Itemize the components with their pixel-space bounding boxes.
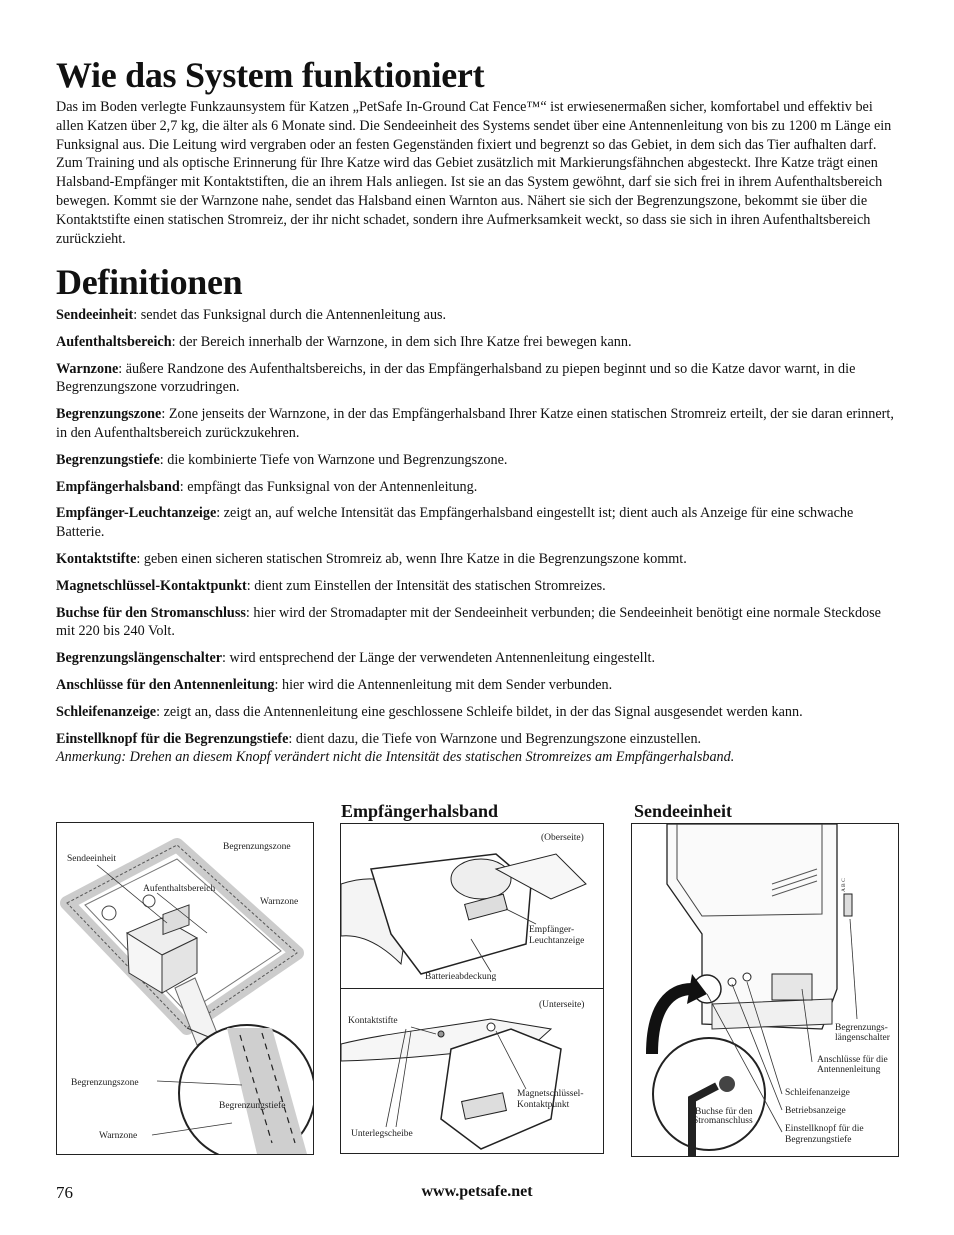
definition-item <box>56 478 898 497</box>
collar-label-battery: Batterieabdeckung <box>425 972 497 982</box>
yard-label-warnzone-bottom: Warnzone <box>99 1131 138 1141</box>
definition-item <box>56 577 898 596</box>
definition-item <box>56 504 898 542</box>
definition-text: : zeigt an, auf welche Intensität das Empfängerhalsband eingestellt ist; dient auch als Anzeige für eine schwache Batterie. <box>56 505 854 541</box>
definition-term: Buchse für den Stromanschluss <box>56 604 246 621</box>
definition-term: Empfängerhalsband <box>56 478 180 495</box>
transmitter-label-wire-2: Antennenleitung <box>817 1065 881 1075</box>
collar-label-magnet-2: Kontaktpunkt <box>517 1100 570 1110</box>
definition-term: Sendeeinheit <box>56 307 134 323</box>
yard-illustration <box>57 823 313 1154</box>
definition-term: Empfänger-Leuchtanzeige <box>56 505 217 522</box>
definition-text: : wird entsprechend der Länge der verwendeten Antennenleitung eingestellt. <box>222 650 656 667</box>
definition-item <box>56 730 898 768</box>
collar-label-magnet-1: Magnetschlüssel- <box>517 1089 584 1099</box>
collar-top-illustration <box>341 824 603 988</box>
definition-item <box>56 676 898 695</box>
collar-bottom-illustration <box>341 989 603 1153</box>
definition-text: : die kombinierte Tiefe von Warnzone und Begrenzungszone. <box>159 451 508 468</box>
transmitter-label-power-light: Betriebsanzeige <box>785 1106 846 1116</box>
transmitter-illustration <box>632 824 898 1156</box>
yard-label-begrenzungszone-bottom: Begrenzungszone <box>71 1078 139 1088</box>
definition-term: Schleifenanzeige <box>56 703 157 720</box>
yard-label-sendeeinheit: Sendeeinheit <box>67 854 117 864</box>
heading-system: Wie das System funktioniert <box>56 55 485 95</box>
heading-definitions: Definitionen <box>56 262 243 302</box>
yard-label-aufenthaltsbereich: Aufenthaltsbereich <box>143 884 216 894</box>
transmitter-label-power-1: Buchse für den <box>695 1107 753 1117</box>
transmitter-label-switch-2: längenschalter <box>835 1033 890 1043</box>
transmitter-diagram <box>631 823 899 1157</box>
yard-label-warnzone-top: Warnzone <box>260 897 299 907</box>
definition-text: : empfängt das Funksignal von der Antennenleitung. <box>179 478 478 495</box>
definition-item <box>56 604 898 642</box>
transmitter-switch-letters: A B C <box>841 878 847 892</box>
definition-term: Begrenzungstiefe <box>56 451 160 468</box>
definition-text: : sendet das Funksignal durch die Antennenleitung aus. <box>133 307 447 323</box>
definition-text: : äußere Randzone des Aufenthaltsbereichs, in der das Empfängerhalsband zu piepen beginnt und so die Katze davor warnt, in die Begrenzungszone vorzudringen. <box>56 360 856 396</box>
yard-label-begrenzungszone-top: Begrenzungszone <box>223 842 291 852</box>
definition-term: Einstellknopf für die Begrenzungstiefe <box>56 730 289 747</box>
definition-item <box>56 360 898 398</box>
transmitter-label-knob-2: Begrenzungstiefe <box>785 1135 852 1145</box>
definition-item <box>56 649 898 668</box>
intro-paragraph: Das im Boden verlegte Funkzaunsystem für Katzen „PetSafe In-Ground Cat Fence™“ ist erwiesenermaßen sicher, komfortabel und effektiv bei allen Katzen über 2,7 kg, die älter als 6 Monate sind. Die Sendeeinheit des Systems sendet über eine Antennenleitung von bis zu 1200 m Länge ein Funksignal aus. Die Leitung wird vergraben oder an festen Gegenständen fixiert und begrenzt so das Gebiet, in dem sich das Tier aufhalten darf. Zum Training und als optische Erinnerung für Ihre Katze wird das Gebiet zusätzlich mit Markierungsfähnchen abgesteckt. Ihre Katze trägt einen Halsband-Empfänger mit Kontaktstiften, die an ihrem Hals anliegen. Ist sie an das System gewöhnt, darf sie sich frei in ihrem Aufenthaltsbereich bewegen. Kommt sie der Warnzone nahe, sendet das Halsband einen Warnton aus. Nähert sie sich der Begrenzungszone, bekommt sie über die Kontaktstifte einen statischen Stromreiz, der ihr nicht schadet, sondern ihre Aufmerksamkeit weckt, so dass sie sich in ihren Aufenthaltsbereich zurückzieht. <box>56 99 892 247</box>
definition-text: : der Bereich innerhalb der Warnzone, in dem sich Ihre Katze frei bewegen kann. <box>171 333 632 350</box>
definition-text: : Zone jenseits der Warnzone, in der das Empfängerhalsband Ihrer Katze einen statischen Stromreiz erteilt, der sie daran erinnert, in den Aufenthaltsbereich zurückzukehren. <box>56 406 894 441</box>
definition-item <box>56 451 898 470</box>
transmitter-label-power-2: Stromanschluss <box>693 1116 753 1126</box>
definition-item <box>56 405 898 443</box>
definition-text: : hier wird der Stromadapter mit der Sendeeinheit verbunden; die Sendeeinheit benötigt eine normale Steckdose mit 220 bis 240 Volt. <box>56 604 881 640</box>
definition-item <box>56 306 898 325</box>
yard-diagram <box>56 822 314 1155</box>
collar-label-led-2: Leuchtanzeige <box>529 936 585 946</box>
definition-item <box>56 550 898 569</box>
collar-bottom-view <box>340 988 604 1154</box>
transmitter-label-switch-1: Begrenzungs- <box>835 1023 888 1033</box>
definitions-list <box>56 306 898 775</box>
definition-term: Warnzone <box>56 360 119 377</box>
collar-figure-title: Empfängerhalsband <box>341 801 499 821</box>
transmitter-label-wire-1: Anschlüsse für die <box>817 1055 888 1065</box>
definition-term: Begrenzungszone <box>56 406 162 423</box>
transmitter-label-loop: Schleifenanzeige <box>785 1088 850 1098</box>
collar-label-contacts: Kontaktstifte <box>348 1016 398 1026</box>
definition-term: Aufenthaltsbereich <box>56 333 172 350</box>
definition-text: : hier wird die Antennenleitung mit dem Sender verbunden. <box>274 676 613 693</box>
yard-label-begrenzungstiefe: Begrenzungstiefe <box>219 1101 286 1111</box>
definition-item <box>56 703 898 722</box>
collar-label-washer: Unterlegscheibe <box>351 1129 413 1139</box>
collar-label-led-1: Empfänger- <box>529 925 575 935</box>
collar-label-oberseite: (Oberseite) <box>541 833 584 843</box>
definition-note: Anmerkung: Drehen an diesem Knopf verändert nicht die Intensität des statischen Stromreizes am Empfängerhalsband. <box>56 749 735 766</box>
definition-term: Anschlüsse für den Antennenleitung <box>56 676 275 693</box>
definition-term: Begrenzungslängenschalter <box>56 650 223 667</box>
definition-term: Kontaktstifte <box>56 550 137 567</box>
transmitter-figure-title: Sendeeinheit <box>634 801 733 821</box>
definition-text: : dient dazu, die Tiefe von Warnzone und Begrenzungszone einzustellen. <box>288 730 702 747</box>
definition-text: : geben einen sicheren statischen Stromreiz ab, wenn Ihre Katze in die Begrenzungszone kommt. <box>136 550 687 567</box>
definition-term: Magnetschlüssel-Kontaktpunkt <box>56 577 247 594</box>
definition-text: : zeigt an, dass die Antennenleitung eine geschlossene Schleife bildet, in der das Signal ausgesendet werden kann. <box>156 703 803 720</box>
collar-label-unterseite: (Unterseite) <box>539 1000 585 1010</box>
footer-url: www.petsafe.net <box>421 1183 533 1200</box>
collar-top-view <box>340 823 604 989</box>
transmitter-label-knob-1: Einstellknopf für die <box>785 1124 864 1134</box>
definition-item <box>56 333 898 352</box>
definition-text: : dient zum Einstellen der Intensität des statischen Stromreizes. <box>246 577 606 594</box>
page-number: 76 <box>56 1183 73 1202</box>
